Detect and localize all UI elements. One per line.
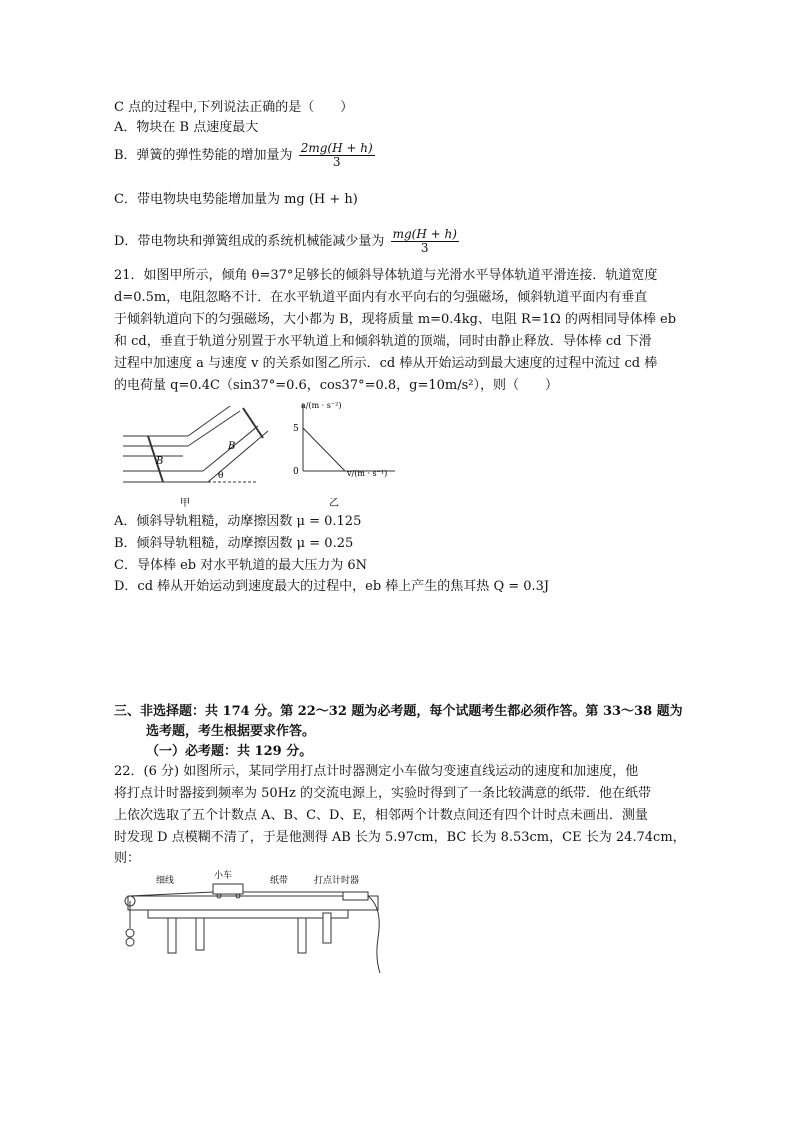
section3-line-2: 选考题，考生根据要求作答。: [146, 724, 316, 739]
q21-fig-jia-label-B2: B: [228, 441, 236, 452]
q20-option-b-text: B．弹簧的弹性势能的增加量为: [114, 148, 293, 163]
q22-apparatus-figure: [118, 868, 393, 980]
q22-line-1: 22．(6 分) 如图所示，某同学用打点计时器测定小车做匀变速直线运动的速度和加速度，他: [114, 764, 639, 779]
q21-fig-yi-origin: 0: [293, 467, 299, 477]
q20-stem: C 点的过程中,下列说法正确的是（ ）: [114, 100, 354, 115]
q20-option-d-fraction: $\frac{mg(H + h)}{3}$: [392, 227, 457, 255]
q22-line-5: 则：: [114, 851, 141, 866]
q20-option-b: [114, 142, 375, 169]
section3-line-1: 三、非选择题：共 174 分。第 22～32 题为必考题，每个试题考生都必须作答。第 33～38 题为: [114, 704, 683, 719]
q20-option-b-fraction: $\frac{2mg(H + h)}{3}$: [300, 141, 373, 169]
q21-fig-yi-caption: 乙: [329, 498, 339, 509]
q20-option-a: A．物块在 B 点速度最大: [114, 120, 259, 135]
q22-line-4: 时发现 D 点模糊不清了，于是他测得 AB 长为 5.97cm，BC 长为 8.53cm，CE 长为 24.74cm，: [114, 830, 686, 845]
q21-line-3: 于倾斜轨道向下的匀强磁场，大小都为 B，现将质量 m=0.4kg、电阻 R=1Ω 的两相同导体棒 eb: [114, 312, 677, 327]
q21-fig-yi-ylabel: a/(m · s⁻²): [301, 401, 342, 410]
q21-option-d: D．cd 棒从开始运动到速度最大的过程中，eb 棒上产生的焦耳热 Q = 0.3J: [114, 579, 550, 594]
q21-fig-yi-xlabel: v/(m · s⁻¹): [347, 469, 388, 478]
q21-option-c: C．导体棒 eb 对水平轨道的最大压力为 6N: [114, 558, 368, 573]
q21-fig-yi-y5: 5: [293, 424, 299, 434]
q21-fig-jia-label-B: B: [156, 456, 164, 467]
q22-label-cart: 小车: [214, 871, 233, 881]
q21-fig-jia-theta: θ: [218, 471, 224, 481]
q21-line-5: 过程中加速度 a 与速度 v 的关系如图乙所示．cd 棒从开始运动到最大速度的过程中流过 cd 棒: [114, 356, 658, 371]
q21-line-2: d=0.5m，电阻忽略不计．在水平轨道平面内有水平向右的匀强磁场，倾斜轨道平面内有垂直: [114, 290, 648, 305]
q21-figure-jia: [118, 396, 278, 511]
q21-line-1: 21．如图甲所示，倾角 θ=37°足够长的倾斜导体轨道与光滑水平导体轨道平滑连接．轨道宽度: [114, 268, 658, 283]
q21-option-a: A．倾斜导轨粗糙，动摩擦因数 μ = 0.125: [114, 514, 362, 529]
q22-label-timer: 打点计时器: [314, 876, 360, 886]
q22-line-3: 上依次选取了五个计数点 A、B、C、D、E，相邻两个计数点间还有四个计时点未画出．测量: [114, 808, 648, 823]
q21-figure-yi: [285, 396, 410, 511]
q21-option-b: B．倾斜导轨粗糙，动摩擦因数 μ = 0.25: [114, 536, 354, 551]
q20-option-d-text: D．带电物块和弹簧组成的系统机械能减少量为: [114, 234, 385, 249]
q20-option-c: C．带电物块电势能增加量为 mg (H + h): [114, 192, 358, 207]
q22-label-tape: 纸带: [270, 876, 289, 886]
section3-line-3: （一）必考题：共 129 分。: [146, 744, 313, 759]
q22-label-thread: 细线: [156, 876, 175, 886]
q21-line-6: 的电荷量 q=0.4C（sin37°=0.6，cos37°=0.8，g=10m/s²），则（ ）: [114, 378, 559, 393]
q21-fig-jia-caption: 甲: [180, 498, 190, 509]
q22-line-2: 将打点计时器接到频率为 50Hz 的交流电源上，实验时得到了一条比较满意的纸带．他在纸带: [114, 786, 651, 801]
q21-line-4: 和 cd，垂直于轨道分别置于水平轨道上和倾斜轨道的顶端，同时由静止释放．导体棒 cd 下滑: [114, 334, 652, 349]
q20-option-d: [114, 228, 459, 255]
